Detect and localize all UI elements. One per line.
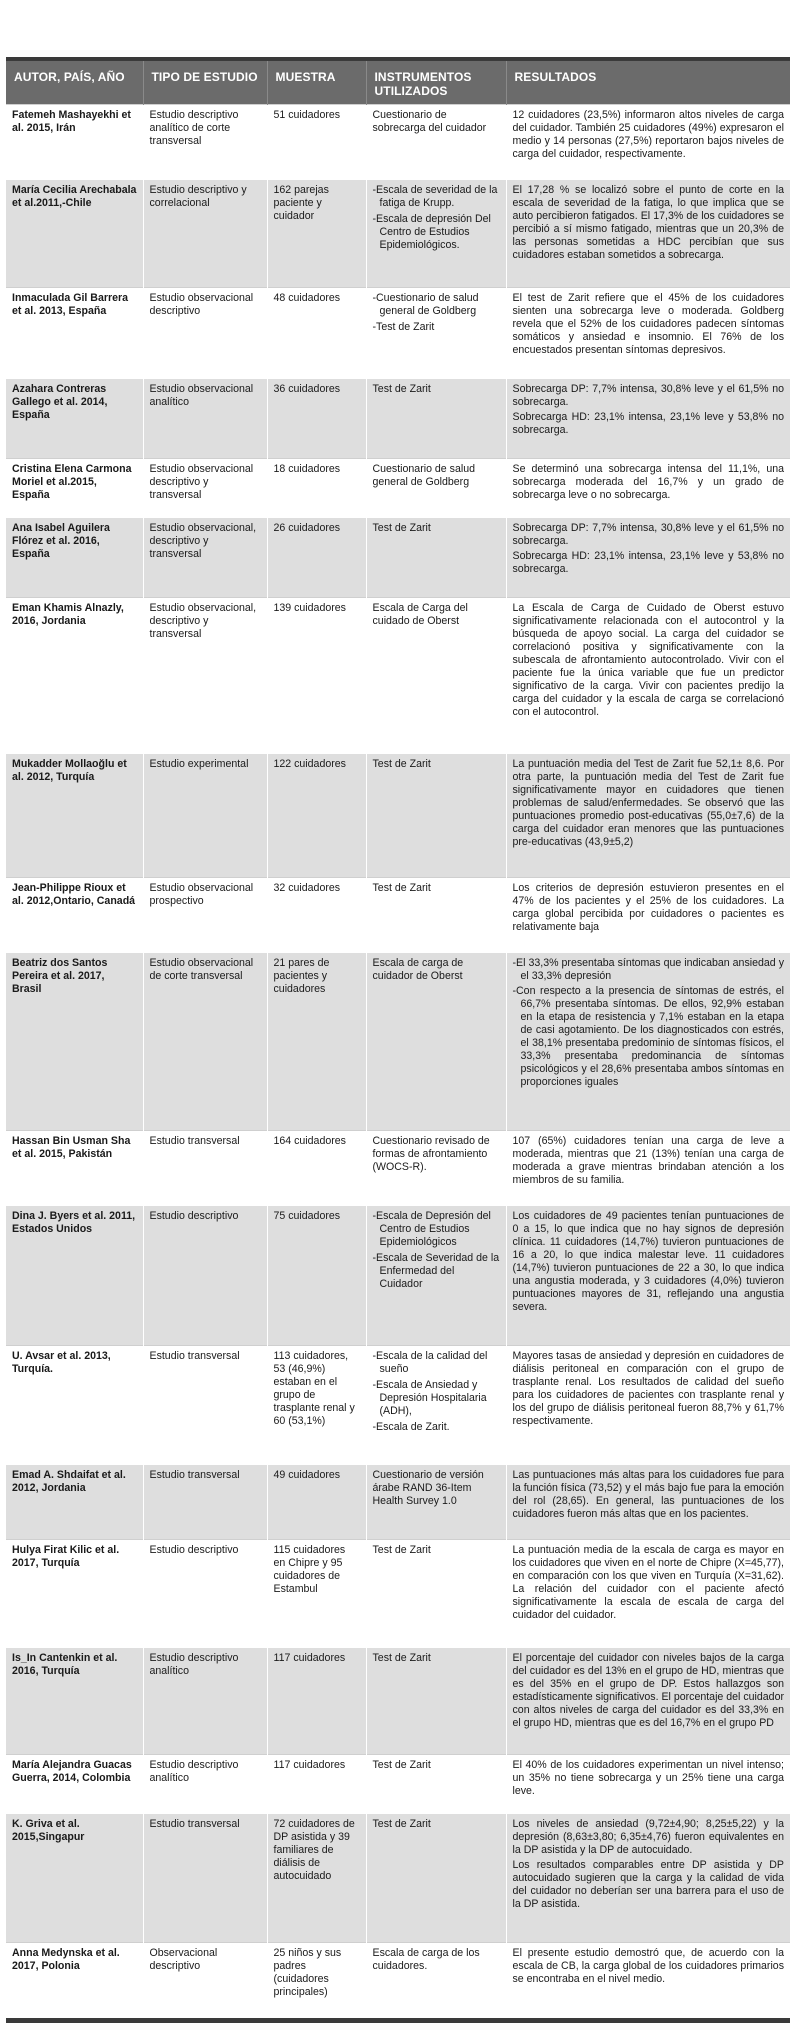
- result-paragraph: Sobrecarga HD: 23,1% intensa, 23,1% leve y 53,8% no sobrecarga.: [512, 549, 784, 575]
- cell-author: Ana Isabel Aguilera Flórez et al. 2016, España: [6, 517, 143, 597]
- table-header-row: [6, 61, 790, 105]
- cell-study-type: Estudio transversal: [143, 1130, 267, 1205]
- cell-sample: 51 cuidadores: [267, 105, 366, 180]
- cell-sample: 117 cuidadores: [267, 1647, 366, 1755]
- cell-results: Las puntuaciones más altas para los cuidadores fue para la función física (73,52) y el más bajo fue para la emoción del rol (28,65). En general, las puntuaciones de los cuidadores fueron más altas que en los pacientes.: [506, 1464, 790, 1539]
- instrument-list: [373, 1210, 500, 1291]
- cell-results: Se determinó una sobrecarga intensa del 11,1%, una sobrecarga moderada del 16,7% y un grado de sobrecarga leve o no sobrecarga.: [506, 459, 790, 518]
- cell-instruments: Escala de Carga del cuidado de Oberst: [366, 597, 506, 753]
- cell-study-type: Estudio descriptivo analítico de corte transversal: [143, 105, 267, 180]
- cell-instruments: Cuestionario revisado de formas de afrontamiento (WOCS-R).: [366, 1130, 506, 1205]
- table-row: [6, 1647, 790, 1755]
- cell-study-type: Estudio observacional, descriptivo y transversal: [143, 597, 267, 753]
- cell-study-type: Estudio descriptivo: [143, 1540, 267, 1648]
- instrument-item: - Escala de Severidad de la Enfermedad del Cuidador: [373, 1252, 500, 1291]
- cell-sample: 113 cuidadores, 53 (46,9%) estaban en el grupo de trasplante renal y 60 (53,1%): [267, 1346, 366, 1465]
- header-sample: MUESTRA: [267, 61, 366, 105]
- table-row: [6, 597, 790, 753]
- instrument-item: - Escala de Depresión del Centro de Estudios Epidemiológicos: [373, 1210, 500, 1249]
- table-row: [6, 878, 790, 953]
- cell-sample: 164 cuidadores: [267, 1130, 366, 1205]
- cell-author: Azahara Contreras Gallego et al. 2014, España: [6, 378, 143, 458]
- table-row: [6, 1814, 790, 1943]
- table-body: [6, 105, 790, 2018]
- cell-results: 12 cuidadores (23,5%) informaron altos niveles de carga del cuidador. También 25 cuidadores (49%) expresaron el medio y 14 personas (27,5%) reportaron bajos niveles de carga del cuidador, respectivamente.: [506, 105, 790, 180]
- cell-sample: 26 cuidadores: [267, 517, 366, 597]
- cell-author: Beatriz dos Santos Pereira et al. 2017, Brasil: [6, 953, 143, 1131]
- cell-instruments: Escala de carga de los cuidadores.: [366, 1942, 506, 2017]
- result-item: - El 33,3% presentaba síntomas que indicaban ansiedad y el 33,3% depresión: [513, 957, 785, 983]
- cell-sample: 36 cuidadores: [267, 378, 366, 458]
- table-row: [6, 378, 790, 458]
- cell-author: María Cecilia Arechabala et al.2011,-Chile: [6, 180, 143, 288]
- cell-study-type: Estudio observacional descriptivo y transversal: [143, 459, 267, 518]
- cell-author: U. Avsar et al. 2013, Turquía.: [6, 1346, 143, 1465]
- cell-results: Los cuidadores de 49 pacientes tenían puntuaciones de 0 a 15, lo que indica que no hay signos de depresión clínica. 11 cuidadores (14,7%) tuvieron puntuaciones de 16 a 20, lo que indica malestar leve. 11 cuidadores (14,7%) tuvieron puntuaciones de 22 a 30, lo que indica una angustia moderada, y 3 cuidadores (4,0%) tuvieron puntuaciones mayores de 31, reflejando una angustia severa.: [506, 1205, 790, 1345]
- cell-author: Jean-Philippe Rioux et al. 2012,Ontario, Canadá: [6, 878, 143, 953]
- cell-sample: 115 cuidadores en Chipre y 95 cuidadores de Estambul: [267, 1540, 366, 1648]
- bottom-rule: [6, 2018, 790, 2023]
- table-row: [6, 105, 790, 180]
- cell-instruments: Test de Zarit: [366, 378, 506, 458]
- header-author: AUTOR, PAÍS, AÑO: [14, 70, 125, 84]
- cell-sample: 48 cuidadores: [267, 287, 366, 378]
- result-list: [513, 957, 785, 1089]
- cell-author: Eman Khamis Alnazly, 2016, Jordania: [6, 597, 143, 753]
- cell-study-type: Estudio observacional descriptivo: [143, 287, 267, 378]
- cell-instruments: Test de Zarit: [366, 1814, 506, 1943]
- cell-results: [506, 517, 790, 597]
- cell-results: [506, 1814, 790, 1943]
- cell-results: Mayores tasas de ansiedad y depresión en cuidadores de diálisis peritoneal en comparación con el grupo de trasplante renal. Los resultados de calidad del sueño para los cuidadores de pacientes con trasplante renal y los del grupo de diálisis peritoneal fueron 88,7% y 61,7% respectivamente.: [506, 1346, 790, 1465]
- table-row: [6, 459, 790, 518]
- cell-results: La Escala de Carga de Cuidado de Oberst estuvo significativamente relacionada con el autocontrol y la búsqueda de apoyo social. La carga del cuidador se correlacionó positiva y significativamente con la subescala de afrontamiento autocontrolado. Vivir con el paciente fue la única variable que fue un predictor significativo de la carga. Vivir con pacientes predijo la carga del cuidador y la escala de carga se correlacionó con el autocontrol.: [506, 597, 790, 753]
- instrument-item: - Test de Zarit: [373, 321, 500, 334]
- header-instruments: INSTRUMENTOS UTILIZADOS: [366, 61, 506, 105]
- cell-instruments: Test de Zarit: [366, 878, 506, 953]
- cell-author: Hulya Firat Kilic et al. 2017, Turquía: [6, 1540, 143, 1648]
- caregiver-burden-studies-table: [6, 61, 790, 2017]
- table-row: [6, 1464, 790, 1539]
- cell-instruments: Test de Zarit: [366, 1540, 506, 1648]
- cell-sample: 117 cuidadores: [267, 1755, 366, 1814]
- result-paragraph: Los resultados comparables entre DP asistida y DP autocuidado sugieren que la carga y la calidad de vida del cuidador no deberían ser una barrera para el uso de la DP asistida.: [512, 1859, 784, 1911]
- cell-instruments: Test de Zarit: [366, 1755, 506, 1814]
- cell-author: Fatemeh Mashayekhi et al. 2015, Irán: [6, 105, 143, 180]
- result-paragraph: Sobrecarga DP: 7,7% intensa, 30,8% leve y el 61,5% no sobrecarga.: [512, 521, 784, 547]
- table-row: [6, 754, 790, 878]
- cell-study-type: Estudio experimental: [143, 754, 267, 878]
- table-row: [6, 1130, 790, 1205]
- cell-sample: 75 cuidadores: [267, 1205, 366, 1345]
- result-paragraph: Sobrecarga HD: 23,1% intensa, 23,1% leve y 53,8% no sobrecarga.: [512, 410, 784, 436]
- instrument-item: - Cuestionario de salud general de Goldberg: [373, 292, 500, 318]
- result-paragraph: Sobrecarga DP: 7,7% intensa, 30,8% leve y el 61,5% no sobrecarga.: [512, 382, 784, 408]
- cell-instruments: Test de Zarit: [366, 754, 506, 878]
- cell-study-type: Estudio observacional, descriptivo y transversal: [143, 517, 267, 597]
- table-row: [6, 1540, 790, 1648]
- cell-results: [506, 378, 790, 458]
- cell-sample: 72 cuidadores de DP asistida y 39 familiares de diálisis de autocuidado: [267, 1814, 366, 1943]
- instrument-list: [373, 292, 500, 334]
- table-row: [6, 180, 790, 288]
- cell-author: K. Griva et al. 2015,Singapur: [6, 1814, 143, 1943]
- cell-instruments: Test de Zarit: [366, 517, 506, 597]
- cell-results: El 40% de los cuidadores experimentan un nivel intenso; un 35% no tiene sobrecarga y un 25% tiene una carga leve.: [506, 1755, 790, 1814]
- instrument-list: [373, 1350, 500, 1434]
- cell-instruments: Cuestionario de versión árabe RAND 36-Item Health Survey 1.0: [366, 1464, 506, 1539]
- table-row: [6, 1755, 790, 1814]
- cell-study-type: Estudio descriptivo analítico: [143, 1755, 267, 1814]
- cell-results: La puntuación media del Test de Zarit fue 52,1± 8,6. Por otra parte, la puntuación media del Test de Zarit fue significativamente mayor en cuidadores que tienen problemas de salud/enfermedades. Se observó que las puntuaciones promedio post-educativas (55,0±7,6) de la carga del cuidador eran menores que las puntuaciones pre-educativas (43,9±5,2): [506, 754, 790, 878]
- cell-author: Dina J. Byers et al. 2011, Estados Unidos: [6, 1205, 143, 1345]
- cell-results: Los criterios de depresión estuvieron presentes en el 47% de los pacientes y el 25% de los cuidadores. La carga global percibida por cuidadores o pacientes es relativamente baja: [506, 878, 790, 953]
- cell-study-type: Estudio observacional prospectivo: [143, 878, 267, 953]
- cell-author: Cristina Elena Carmona Moriel et al.2015, España: [6, 459, 143, 518]
- cell-sample: 25 niños y sus padres (cuidadores principales): [267, 1942, 366, 2017]
- cell-author: Emad A. Shdaifat et al. 2012, Jordania: [6, 1464, 143, 1539]
- cell-study-type: Estudio observacional analítico: [143, 378, 267, 458]
- cell-author: María Alejandra Guacas Guerra, 2014, Colombia: [6, 1755, 143, 1814]
- cell-study-type: Estudio descriptivo y correlacional: [143, 180, 267, 288]
- cell-sample: 49 cuidadores: [267, 1464, 366, 1539]
- cell-study-type: Estudio descriptivo analítico: [143, 1647, 267, 1755]
- cell-instruments: [366, 1205, 506, 1345]
- result-paragraph: Los niveles de ansiedad (9,72±4,90; 8,25±5,22) y la depresión (8,63±3,80; 6,35±4,76) fueron equivalentes en la DP asistida y la DP de autocuidado.: [512, 1818, 784, 1857]
- cell-author: Anna Medynska et al. 2017, Polonia: [6, 1942, 143, 2017]
- cell-study-type: Estudio descriptivo: [143, 1205, 267, 1345]
- cell-instruments: Test de Zarit: [366, 1647, 506, 1755]
- table-row: [6, 287, 790, 378]
- cell-sample: 18 cuidadores: [267, 459, 366, 518]
- header-results: RESULTADOS: [506, 61, 790, 105]
- cell-sample: 162 parejas paciente y cuidador: [267, 180, 366, 288]
- cell-sample: 21 pares de pacientes y cuidadores: [267, 953, 366, 1131]
- cell-author: Mukadder Mollaoğlu et al. 2012, Turquía: [6, 754, 143, 878]
- cell-results: El test de Zarit refiere que el 45% de los cuidadores sienten una sobrecarga leve o moderada. Goldberg revela que el 52% de los cuidadores padecen síntomas somáticos y ansiedad e insomnio. El 76% de los encuestados presentan síntomas depresivos.: [506, 287, 790, 378]
- instrument-item: - Escala de severidad de la fatiga de Krupp.: [373, 184, 500, 210]
- instrument-item: - Escala de depresión Del Centro de Estudios Epidemiológicos.: [373, 213, 500, 252]
- cell-results: 107 (65%) cuidadores tenían una carga de leve a moderada, mientras que 21 (13%) tenían una carga de moderada a grave mientras brindaban atención a los miembros de su familia.: [506, 1130, 790, 1205]
- cell-study-type: Estudio transversal: [143, 1814, 267, 1943]
- table-row: [6, 1942, 790, 2017]
- cell-study-type: Estudio transversal: [143, 1464, 267, 1539]
- cell-study-type: Observacional descriptivo: [143, 1942, 267, 2017]
- cell-author: Is_In Cantenkin et al. 2016, Turquía: [6, 1647, 143, 1755]
- instrument-list: [373, 184, 500, 252]
- table-row: [6, 953, 790, 1131]
- header-study-type: TIPO DE ESTUDIO: [143, 61, 267, 105]
- instrument-item: - Escala de Ansiedad y Depresión Hospitalaria (ADH),: [373, 1379, 500, 1418]
- table-row: [6, 1346, 790, 1465]
- cell-results: [506, 953, 790, 1131]
- table-row: [6, 517, 790, 597]
- table-row: [6, 1205, 790, 1345]
- cell-author: Hassan Bin Usman Sha et al. 2015, Pakistán: [6, 1130, 143, 1205]
- cell-results: El 17,28 % se localizó sobre el punto de corte en la escala de severidad de la fatiga, lo que implica que se auto percibieron fatigados. El 17,3% de los cuidadores se percibió a sí mismo fatigado, mientras que un 20,3% de las personas sometidas a HDC percibían que sus cuidadores estaban sometidos a sobrecarga.: [506, 180, 790, 288]
- cell-sample: 139 cuidadores: [267, 597, 366, 753]
- cell-instruments: Escala de carga de cuidador de Oberst: [366, 953, 506, 1131]
- cell-instruments: [366, 287, 506, 378]
- cell-study-type: Estudio observacional de corte transversal: [143, 953, 267, 1131]
- cell-author: Inmaculada Gil Barrera et al. 2013, España: [6, 287, 143, 378]
- result-item: - Con respecto a la presencia de síntomas de estrés, el 66,7% presentaba síntomas. De ellos, 92,9% estaban en la etapa de resistencia y 7,1% estaban en la etapa de casi agotamiento. De los diagnosticados con estrés, el 38,1% presentaba predominio de síntomas físicos, el 33,3% presentaba predominancia de síntomas psicológicos y el 28,6% presentaba ambos síntomas en proporciones iguales: [513, 985, 785, 1089]
- cell-instruments: [366, 180, 506, 288]
- cell-study-type: Estudio transversal: [143, 1346, 267, 1465]
- instrument-item: - Escala de Zarit.: [373, 1421, 500, 1434]
- cell-results: El porcentaje del cuidador con niveles bajos de la carga del cuidador es del 13% en el grupo de HD, mientras que es del 35% en el grupo de DP. Estos hallazgos son estadísticamente significativos. El porcentaje del cuidador con altos niveles de carga del cuidador es del 33,3% en el grupo HD, mientras que es del 16,7% en el grupo PD: [506, 1647, 790, 1755]
- cell-instruments: [366, 1346, 506, 1465]
- cell-sample: 122 cuidadores: [267, 754, 366, 878]
- cell-results: La puntuación media de la escala de carga es mayor en los cuidadores que viven en el norte de Chipre (X=45,77), en comparación con los que viven en Turquía (X=31,62). La relación del cuidador con el paciente afectó significativamente la escala de escala de carga del cuidador del cuidador.: [506, 1540, 790, 1648]
- cell-sample: 32 cuidadores: [267, 878, 366, 953]
- cell-results: El presente estudio demostró que, de acuerdo con la escala de CB, la carga global de los cuidadores primarios se encontraba en el nivel medio.: [506, 1942, 790, 2017]
- cell-instruments: Cuestionario de sobrecarga del cuidador: [366, 105, 506, 180]
- instrument-item: - Escala de la calidad del sueño: [373, 1350, 500, 1376]
- cell-instruments: Cuestionario de salud general de Goldberg: [366, 459, 506, 518]
